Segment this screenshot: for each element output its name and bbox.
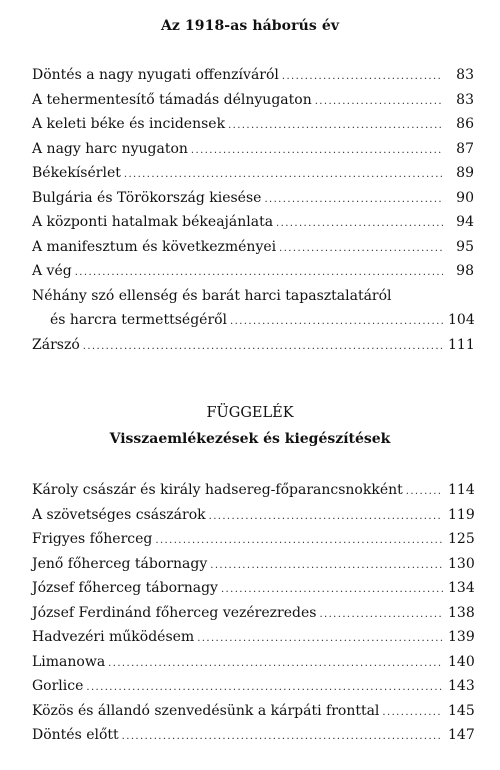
toc-entry-page: 140 xyxy=(448,653,475,670)
toc-entry-page: 111 xyxy=(448,336,475,353)
toc-entry xyxy=(32,503,474,528)
toc-entry-page: 147 xyxy=(448,727,475,743)
toc-entry-page: 139 xyxy=(448,629,475,645)
toc-entry xyxy=(32,601,474,626)
dot-leader xyxy=(276,212,443,237)
toc-entry-title: Limanowa xyxy=(32,653,106,670)
toc-entry-title: Hadvezéri működésem xyxy=(32,629,195,645)
dot-leader xyxy=(282,65,443,90)
toc-entry-title: József Ferdinánd főherceg vezérezredes xyxy=(32,604,317,621)
toc-entry-page: 125 xyxy=(448,531,475,547)
toc-entry xyxy=(32,674,474,699)
toc-entry-page: 95 xyxy=(456,238,474,255)
toc-entry-title: Frigyes főherceg xyxy=(32,531,153,547)
toc-entry-title: A központi hatalmak békeajánlata xyxy=(32,214,274,230)
toc-entry-title: Néhány szó ellenség és barát harci tapasztalatáról xyxy=(32,287,392,304)
toc-entry xyxy=(32,723,474,748)
dot-leader xyxy=(382,701,443,726)
dot-leader xyxy=(197,627,443,652)
toc-entry xyxy=(32,625,474,650)
toc-entry-first-line xyxy=(32,284,474,309)
dot-leader xyxy=(315,90,443,115)
toc-entry-page: 83 xyxy=(456,91,474,108)
toc-entry-title: Jenő főherceg tábornagy xyxy=(32,555,208,572)
toc-entry-title: A szövetséges császárok xyxy=(32,506,206,523)
toc-list-section1 xyxy=(32,63,474,357)
toc-entry-title: A keleti béke és incidensek xyxy=(32,116,226,132)
toc-entry-page: 89 xyxy=(456,165,474,181)
toc-entry xyxy=(32,478,474,503)
toc-entry-title: József főherceg tábornagy xyxy=(32,580,218,596)
toc-entry xyxy=(32,210,474,235)
toc-entry-page: 94 xyxy=(456,214,474,230)
dot-leader xyxy=(264,188,443,213)
dot-leader xyxy=(86,676,443,701)
dot-leader xyxy=(191,139,443,164)
toc-entry xyxy=(32,63,474,88)
toc-entry-title: Döntés előtt xyxy=(32,727,119,743)
dot-leader xyxy=(279,237,443,262)
toc-entry-page: 83 xyxy=(456,67,474,83)
toc-entry xyxy=(32,527,474,552)
toc-entry-page: 119 xyxy=(448,506,475,523)
toc-entry-title: Döntés a nagy nyugati offenzíváról xyxy=(32,67,279,83)
toc-entry-page: 130 xyxy=(448,555,475,572)
toc-entry-page: 114 xyxy=(448,482,475,498)
appendix-heading: FÜGGELÉK xyxy=(206,405,294,421)
dot-leader xyxy=(83,335,443,360)
toc-entry xyxy=(32,186,474,211)
toc-entry xyxy=(32,88,474,113)
toc-entry xyxy=(32,235,474,260)
toc-entry xyxy=(32,137,474,162)
appendix-subheading: Visszaemlékezések és kiegészítések xyxy=(109,431,391,447)
dot-leader xyxy=(230,310,443,335)
section-heading: Az 1918-as háborús év xyxy=(160,18,340,34)
dot-leader xyxy=(108,652,443,677)
dot-leader xyxy=(122,725,443,750)
toc-entry-page: 87 xyxy=(456,140,474,157)
toc-entry-page: 98 xyxy=(456,263,474,279)
toc-entry-title: Közös és állandó szenvedésünk a kárpáti fronttal xyxy=(32,702,380,719)
toc-entry-title: Gorlice xyxy=(32,678,84,694)
toc-entry-page: 143 xyxy=(448,678,475,694)
dot-leader xyxy=(209,505,443,530)
toc-entry-continuation xyxy=(32,308,474,333)
dot-leader xyxy=(124,163,443,188)
toc-entry-page: 104 xyxy=(448,312,475,328)
toc-entry xyxy=(32,650,474,675)
toc-entry-page: 138 xyxy=(448,604,475,621)
dot-leader xyxy=(406,480,443,505)
toc-entry xyxy=(32,576,474,601)
toc-entry-title: Békekísérlet xyxy=(32,165,121,181)
dot-leader xyxy=(319,603,443,628)
toc-entry-title: Zárszó xyxy=(32,336,80,353)
dot-leader xyxy=(210,554,443,579)
toc-entry-title: A tehermentesítő támadás délnyugaton xyxy=(32,91,312,108)
dot-leader xyxy=(75,261,443,286)
dot-leader xyxy=(155,529,443,554)
toc-entry xyxy=(32,333,474,358)
toc-entry xyxy=(32,161,474,186)
toc-entry-title: Bulgária és Törökország kiesése xyxy=(32,189,262,206)
toc-entry-title-continued: és harcra termettségéről xyxy=(50,312,228,328)
toc-entry-title: Károly császár és király hadsereg-főparancsnokként xyxy=(32,482,403,498)
toc-entry-page: 86 xyxy=(456,116,474,132)
toc-entry xyxy=(32,259,474,284)
toc-entry-title: A vég xyxy=(32,263,72,279)
toc-entry-page: 145 xyxy=(448,702,475,719)
toc-entry-title: A manifesztum és következményei xyxy=(32,238,277,255)
toc-entry-page: 134 xyxy=(448,580,475,596)
toc-entry-page: 90 xyxy=(456,189,474,206)
toc-list-appendix xyxy=(32,478,474,748)
dot-leader xyxy=(221,578,443,603)
toc-entry xyxy=(32,112,474,137)
toc-entry-title: A nagy harc nyugaton xyxy=(32,140,188,157)
dot-leader xyxy=(228,114,443,139)
toc-entry xyxy=(32,699,474,724)
toc-entry xyxy=(32,552,474,577)
